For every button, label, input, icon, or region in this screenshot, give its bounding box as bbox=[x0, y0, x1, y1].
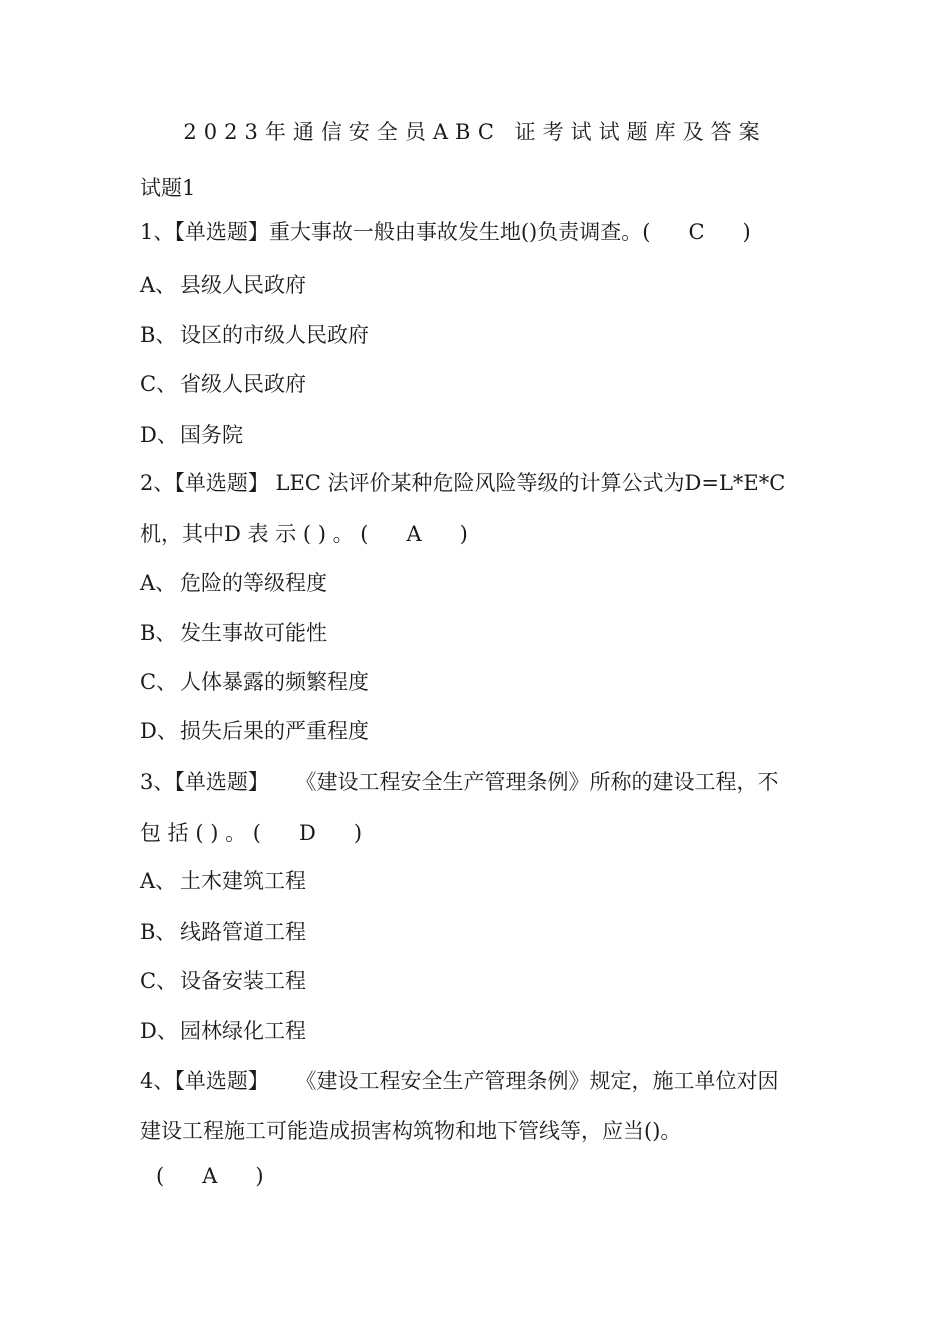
question-3-line-2 bbox=[140, 818, 362, 848]
question-2-text: 机，其中D 表 示 ( ) 。 ( bbox=[140, 522, 369, 546]
question-3-answer: D bbox=[298, 821, 316, 845]
question-3-close-paren: ) bbox=[353, 821, 363, 845]
section-heading: 试题1 bbox=[140, 176, 196, 200]
option-letter: D、 bbox=[140, 423, 178, 447]
question-2-option-d bbox=[140, 716, 369, 746]
option-text: 县级人民政府 bbox=[180, 273, 306, 297]
option-text: 国务院 bbox=[180, 423, 243, 447]
option-letter: D、 bbox=[140, 719, 178, 743]
question-1-option-b bbox=[140, 320, 369, 350]
question-2-line-1: 2、【单选题】 LEC 法评价某种危险风险等级的计算公式为D=L*E*C bbox=[140, 471, 786, 495]
question-2-line-2 bbox=[140, 519, 468, 549]
question-4-line-3 bbox=[156, 1161, 264, 1191]
question-1 bbox=[140, 217, 751, 247]
question-3-option-c bbox=[140, 966, 306, 996]
question-4-open-paren: ( bbox=[156, 1164, 165, 1188]
option-text: 园林绿化工程 bbox=[180, 1019, 306, 1043]
option-letter: C、 bbox=[140, 372, 178, 396]
question-3-option-b bbox=[140, 917, 306, 947]
option-text: 损失后果的严重程度 bbox=[180, 719, 369, 743]
question-1-option-a bbox=[140, 270, 306, 300]
option-text: 设区的市级人民政府 bbox=[180, 323, 369, 347]
option-text: 土木建筑工程 bbox=[180, 869, 306, 893]
question-3-text: 包 括 ( ) 。 ( bbox=[140, 821, 261, 845]
question-1-option-d bbox=[140, 420, 243, 450]
option-letter: A、 bbox=[140, 869, 177, 893]
option-letter: C、 bbox=[140, 670, 178, 694]
option-text: 危险的等级程度 bbox=[180, 571, 327, 595]
document-title: 2023年通信安全员ABC 证考试试题库及答案 bbox=[183, 120, 767, 144]
question-4-answer: A bbox=[202, 1164, 218, 1188]
question-1-close-paren: ) bbox=[742, 220, 751, 244]
question-1-answer: C bbox=[688, 220, 705, 244]
question-4-line-1: 4、【单选题】 《建设工程安全生产管理条例》规定，施工单位对因 bbox=[140, 1069, 779, 1093]
question-1-option-c bbox=[140, 369, 306, 399]
option-letter: B、 bbox=[140, 920, 177, 944]
question-1-text: 1、【单选题】重大事故一般由事故发生地()负责调查。( bbox=[140, 220, 651, 244]
option-letter: C、 bbox=[140, 969, 178, 993]
question-2-option-b bbox=[140, 618, 327, 648]
option-text: 省级人民政府 bbox=[180, 372, 306, 396]
option-text: 人体暴露的频繁程度 bbox=[180, 670, 369, 694]
question-2-option-a bbox=[140, 568, 327, 598]
question-4-line-2: 建设工程施工可能造成损害构筑物和地下管线等，应当()。 bbox=[140, 1119, 682, 1143]
question-2-close-paren: ) bbox=[459, 522, 468, 546]
question-3-option-d bbox=[140, 1016, 306, 1046]
question-3-option-a bbox=[140, 866, 306, 896]
option-text: 发生事故可能性 bbox=[180, 621, 327, 645]
option-text: 线路管道工程 bbox=[180, 920, 306, 944]
option-letter: B、 bbox=[140, 323, 177, 347]
question-2-answer: A bbox=[406, 522, 422, 546]
option-letter: B、 bbox=[140, 621, 177, 645]
question-2-option-c bbox=[140, 667, 369, 697]
question-3-line-1: 3、【单选题】 《建设工程安全生产管理条例》所称的建设工程，不 bbox=[140, 770, 779, 794]
option-letter: D、 bbox=[140, 1019, 178, 1043]
option-letter: A、 bbox=[140, 571, 177, 595]
question-4-close-paren: ) bbox=[255, 1164, 264, 1188]
option-text: 设备安装工程 bbox=[180, 969, 306, 993]
option-letter: A、 bbox=[140, 273, 177, 297]
